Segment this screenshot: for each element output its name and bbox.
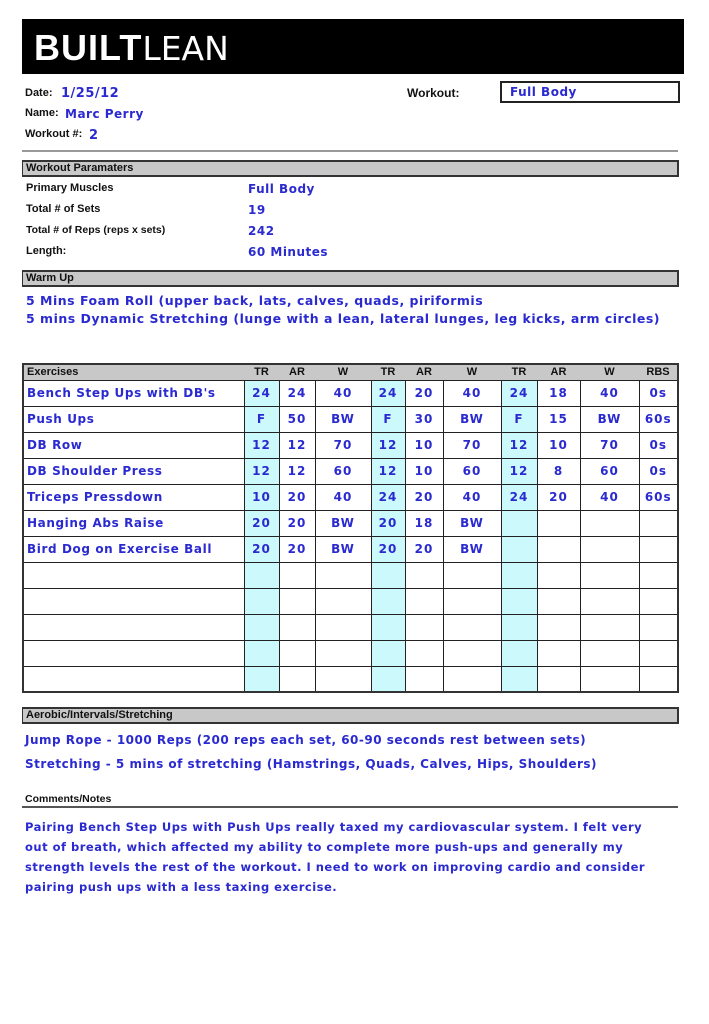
set2-actual-reps-cell[interactable]: 10: [405, 432, 443, 458]
date-value: 1/25/12: [61, 86, 120, 101]
section-header-parameters: Workout Paramaters: [22, 160, 679, 177]
set2-target-reps-cell[interactable]: F: [371, 406, 405, 432]
rest-between-sets-cell[interactable]: [639, 510, 678, 536]
table-row: [23, 640, 678, 666]
set1-actual-reps-cell[interactable]: [279, 562, 315, 588]
col-header-ar: AR: [537, 364, 580, 380]
set3-target-reps-cell[interactable]: [501, 536, 537, 562]
comment-line: pairing push ups with a less taxing exercise.: [25, 880, 338, 894]
name-label: Name:: [25, 107, 59, 119]
workout-type-field[interactable]: Full Body: [500, 81, 680, 103]
param-label-total-sets: Total # of Sets: [26, 203, 101, 215]
rest-between-sets-cell[interactable]: 60s: [639, 406, 678, 432]
col-header-w: W: [443, 364, 501, 380]
set1-actual-reps-cell[interactable]: [279, 666, 315, 692]
col-header-w: W: [580, 364, 639, 380]
set3-target-reps-cell[interactable]: [501, 510, 537, 536]
set3-weight-cell[interactable]: [580, 562, 639, 588]
set1-weight-cell[interactable]: [315, 562, 371, 588]
exercise-name-cell[interactable]: [23, 614, 244, 640]
col-header-ar: AR: [405, 364, 443, 380]
name-value: Marc Perry: [65, 107, 144, 121]
section-header-comments: Comments/Notes: [25, 793, 112, 805]
logo-lean: LEAN: [142, 29, 229, 68]
set1-target-reps-cell[interactable]: [244, 588, 279, 614]
set1-target-reps-cell[interactable]: 20: [244, 536, 279, 562]
rest-between-sets-cell[interactable]: [639, 640, 678, 666]
rest-between-sets-cell[interactable]: 0s: [639, 380, 678, 406]
set3-actual-reps-cell[interactable]: 8: [537, 458, 580, 484]
set2-weight-cell[interactable]: [443, 640, 501, 666]
col-header-w: W: [315, 364, 371, 380]
col-header-exercises: Exercises: [23, 364, 244, 380]
comment-line: Pairing Bench Step Ups with Push Ups really taxed my cardiovascular system. I felt very: [25, 820, 643, 834]
set1-weight-cell[interactable]: [315, 640, 371, 666]
date-label: Date:: [25, 87, 53, 99]
warmup-line: 5 mins Dynamic Stretching (lunge with a lean, lateral lunges, leg kicks, arm circles): [26, 311, 661, 326]
rest-between-sets-cell[interactable]: [639, 614, 678, 640]
set3-target-reps-cell[interactable]: F: [501, 406, 537, 432]
param-label-primary-muscles: Primary Muscles: [26, 182, 114, 194]
set2-target-reps-cell[interactable]: 24: [371, 484, 405, 510]
set3-weight-cell[interactable]: [580, 536, 639, 562]
set2-weight-cell[interactable]: [443, 666, 501, 692]
set1-actual-reps-cell[interactable]: 20: [279, 484, 315, 510]
set2-actual-reps-cell[interactable]: 20: [405, 536, 443, 562]
set2-target-reps-cell[interactable]: [371, 666, 405, 692]
table-row: [23, 380, 678, 406]
set2-target-reps-cell[interactable]: [371, 588, 405, 614]
set3-weight-cell[interactable]: [580, 588, 639, 614]
set3-target-reps-cell[interactable]: 24: [501, 484, 537, 510]
set2-weight-cell[interactable]: BW: [443, 510, 501, 536]
set3-actual-reps-cell[interactable]: [537, 562, 580, 588]
set1-weight-cell[interactable]: [315, 588, 371, 614]
set2-target-reps-cell[interactable]: [371, 562, 405, 588]
exercise-name-cell[interactable]: Hanging Abs Raise: [23, 510, 244, 536]
set3-actual-reps-cell[interactable]: 15: [537, 406, 580, 432]
set1-weight-cell[interactable]: BW: [315, 406, 371, 432]
set1-actual-reps-cell[interactable]: 12: [279, 432, 315, 458]
set2-actual-reps-cell[interactable]: [405, 562, 443, 588]
set3-weight-cell[interactable]: 60: [580, 458, 639, 484]
exercise-name-cell[interactable]: [23, 588, 244, 614]
set3-weight-cell[interactable]: [580, 614, 639, 640]
set1-target-reps-cell[interactable]: [244, 614, 279, 640]
set2-weight-cell[interactable]: 60: [443, 458, 501, 484]
set2-actual-reps-cell[interactable]: 20: [405, 380, 443, 406]
set1-weight-cell[interactable]: BW: [315, 510, 371, 536]
set2-actual-reps-cell[interactable]: [405, 666, 443, 692]
set3-target-reps-cell[interactable]: 24: [501, 380, 537, 406]
col-header-ar: AR: [279, 364, 315, 380]
set3-weight-cell[interactable]: 40: [580, 380, 639, 406]
exercise-name-cell[interactable]: DB Shoulder Press: [23, 458, 244, 484]
set2-weight-cell[interactable]: 40: [443, 380, 501, 406]
workout-label: Workout:: [407, 86, 460, 100]
set3-target-reps-cell[interactable]: [501, 588, 537, 614]
set3-actual-reps-cell[interactable]: [537, 614, 580, 640]
set2-target-reps-cell[interactable]: 12: [371, 458, 405, 484]
exercise-name-cell[interactable]: Push Ups: [23, 406, 244, 432]
set3-weight-cell[interactable]: 70: [580, 432, 639, 458]
set1-actual-reps-cell[interactable]: [279, 588, 315, 614]
set1-weight-cell[interactable]: 40: [315, 484, 371, 510]
set2-actual-reps-cell[interactable]: [405, 614, 443, 640]
table-header-row: [23, 364, 678, 380]
workout-num-value: 2: [89, 128, 99, 143]
exercise-name-cell[interactable]: Triceps Pressdown: [23, 484, 244, 510]
exercise-table: [22, 363, 679, 693]
rest-between-sets-cell[interactable]: [639, 666, 678, 692]
comment-line: strength levels the rest of the workout. I need to work on improving cardio and consider: [25, 860, 646, 874]
section-header-aerobic: Aerobic/Intervals/Stretching: [22, 707, 679, 724]
set2-target-reps-cell[interactable]: 20: [371, 536, 405, 562]
set3-weight-cell[interactable]: [580, 640, 639, 666]
set1-actual-reps-cell[interactable]: 50: [279, 406, 315, 432]
table-row: [23, 484, 678, 510]
set1-actual-reps-cell[interactable]: [279, 614, 315, 640]
set3-target-reps-cell[interactable]: [501, 562, 537, 588]
table-row: [23, 406, 678, 432]
set2-target-reps-cell[interactable]: [371, 614, 405, 640]
table-row: [23, 588, 678, 614]
set1-actual-reps-cell[interactable]: 24: [279, 380, 315, 406]
table-row: [23, 510, 678, 536]
set2-weight-cell[interactable]: [443, 562, 501, 588]
set1-target-reps-cell[interactable]: [244, 640, 279, 666]
set2-actual-reps-cell[interactable]: 30: [405, 406, 443, 432]
divider: [22, 150, 678, 152]
param-value-primary-muscles: Full Body: [248, 182, 315, 196]
table-row: [23, 432, 678, 458]
set3-actual-reps-cell[interactable]: 20: [537, 484, 580, 510]
warmup-line: 5 Mins Foam Roll (upper back, lats, calves, quads, piriformis: [26, 293, 484, 308]
set2-actual-reps-cell[interactable]: 10: [405, 458, 443, 484]
set3-actual-reps-cell[interactable]: [537, 536, 580, 562]
set1-target-reps-cell[interactable]: 10: [244, 484, 279, 510]
table-row: [23, 536, 678, 562]
table-row: [23, 562, 678, 588]
set1-weight-cell[interactable]: [315, 614, 371, 640]
rest-between-sets-cell[interactable]: [639, 588, 678, 614]
divider: [22, 806, 678, 808]
set3-target-reps-cell[interactable]: 12: [501, 432, 537, 458]
table-row: [23, 614, 678, 640]
set2-target-reps-cell[interactable]: [371, 640, 405, 666]
set3-actual-reps-cell[interactable]: [537, 640, 580, 666]
set3-actual-reps-cell[interactable]: 10: [537, 432, 580, 458]
param-label-length: Length:: [26, 245, 67, 257]
col-header-tr: TR: [371, 364, 405, 380]
param-label-total-reps: Total # of Reps (reps x sets): [26, 224, 166, 236]
set2-target-reps-cell[interactable]: 24: [371, 380, 405, 406]
aerobic-line: Jump Rope - 1000 Reps (200 reps each set, 60-90 seconds rest between sets): [25, 733, 587, 747]
param-value-total-reps: 242: [248, 224, 275, 238]
set3-actual-reps-cell[interactable]: [537, 666, 580, 692]
set2-weight-cell[interactable]: [443, 614, 501, 640]
set2-weight-cell[interactable]: [443, 588, 501, 614]
col-header-tr: TR: [244, 364, 279, 380]
set2-actual-reps-cell[interactable]: [405, 588, 443, 614]
comment-line: out of breath, which affected my ability to complete more push-ups and generally my: [25, 840, 624, 854]
rest-between-sets-cell[interactable]: 60s: [639, 484, 678, 510]
exercise-name-cell[interactable]: Bench Step Ups with DB's: [23, 380, 244, 406]
set3-actual-reps-cell[interactable]: [537, 510, 580, 536]
set2-actual-reps-cell[interactable]: [405, 640, 443, 666]
set2-target-reps-cell[interactable]: 20: [371, 510, 405, 536]
set1-weight-cell[interactable]: 40: [315, 380, 371, 406]
exercise-name-cell[interactable]: Bird Dog on Exercise Ball: [23, 536, 244, 562]
set3-target-reps-cell[interactable]: [501, 614, 537, 640]
workout-num-label: Workout #:: [25, 128, 83, 140]
set1-weight-cell[interactable]: 70: [315, 432, 371, 458]
set3-weight-cell[interactable]: [580, 666, 639, 692]
set1-actual-reps-cell[interactable]: [279, 640, 315, 666]
section-header-warmup: Warm Up: [22, 270, 679, 287]
rest-between-sets-cell[interactable]: [639, 536, 678, 562]
set1-target-reps-cell[interactable]: 20: [244, 510, 279, 536]
exercise-name-cell[interactable]: [23, 640, 244, 666]
param-value-total-sets: 19: [248, 203, 266, 217]
table-row: [23, 458, 678, 484]
set1-target-reps-cell[interactable]: 12: [244, 458, 279, 484]
set2-actual-reps-cell[interactable]: 18: [405, 510, 443, 536]
rest-between-sets-cell[interactable]: 0s: [639, 458, 678, 484]
exercise-name-cell[interactable]: [23, 562, 244, 588]
set1-target-reps-cell[interactable]: [244, 666, 279, 692]
logo-built: BUILT: [34, 27, 143, 68]
set1-weight-cell[interactable]: 60: [315, 458, 371, 484]
set2-weight-cell[interactable]: 70: [443, 432, 501, 458]
set3-actual-reps-cell[interactable]: [537, 588, 580, 614]
set1-actual-reps-cell[interactable]: 20: [279, 510, 315, 536]
set1-target-reps-cell[interactable]: 24: [244, 380, 279, 406]
set3-weight-cell[interactable]: [580, 510, 639, 536]
set3-weight-cell[interactable]: 40: [580, 484, 639, 510]
brand-logo: [34, 28, 229, 69]
set2-weight-cell[interactable]: 40: [443, 484, 501, 510]
param-value-length: 60 Minutes: [248, 245, 329, 259]
set3-target-reps-cell[interactable]: [501, 666, 537, 692]
set2-weight-cell[interactable]: BW: [443, 406, 501, 432]
set1-weight-cell[interactable]: [315, 666, 371, 692]
set3-target-reps-cell[interactable]: 12: [501, 458, 537, 484]
aerobic-line: Stretching - 5 mins of stretching (Hamstrings, Quads, Calves, Hips, Shoulders): [25, 757, 598, 771]
set1-weight-cell[interactable]: BW: [315, 536, 371, 562]
set1-target-reps-cell[interactable]: 12: [244, 432, 279, 458]
table-row: [23, 666, 678, 692]
set1-actual-reps-cell[interactable]: 12: [279, 458, 315, 484]
set2-actual-reps-cell[interactable]: 20: [405, 484, 443, 510]
rest-between-sets-cell[interactable]: 0s: [639, 432, 678, 458]
col-header-rbs: RBS: [639, 364, 678, 380]
set1-actual-reps-cell[interactable]: 20: [279, 536, 315, 562]
set3-weight-cell[interactable]: BW: [580, 406, 639, 432]
set1-target-reps-cell[interactable]: F: [244, 406, 279, 432]
set3-actual-reps-cell[interactable]: 18: [537, 380, 580, 406]
rest-between-sets-cell[interactable]: [639, 562, 678, 588]
set1-target-reps-cell[interactable]: [244, 562, 279, 588]
set2-target-reps-cell[interactable]: 12: [371, 432, 405, 458]
set3-target-reps-cell[interactable]: [501, 640, 537, 666]
exercise-name-cell[interactable]: [23, 666, 244, 692]
col-header-tr: TR: [501, 364, 537, 380]
set2-weight-cell[interactable]: BW: [443, 536, 501, 562]
exercise-name-cell[interactable]: DB Row: [23, 432, 244, 458]
